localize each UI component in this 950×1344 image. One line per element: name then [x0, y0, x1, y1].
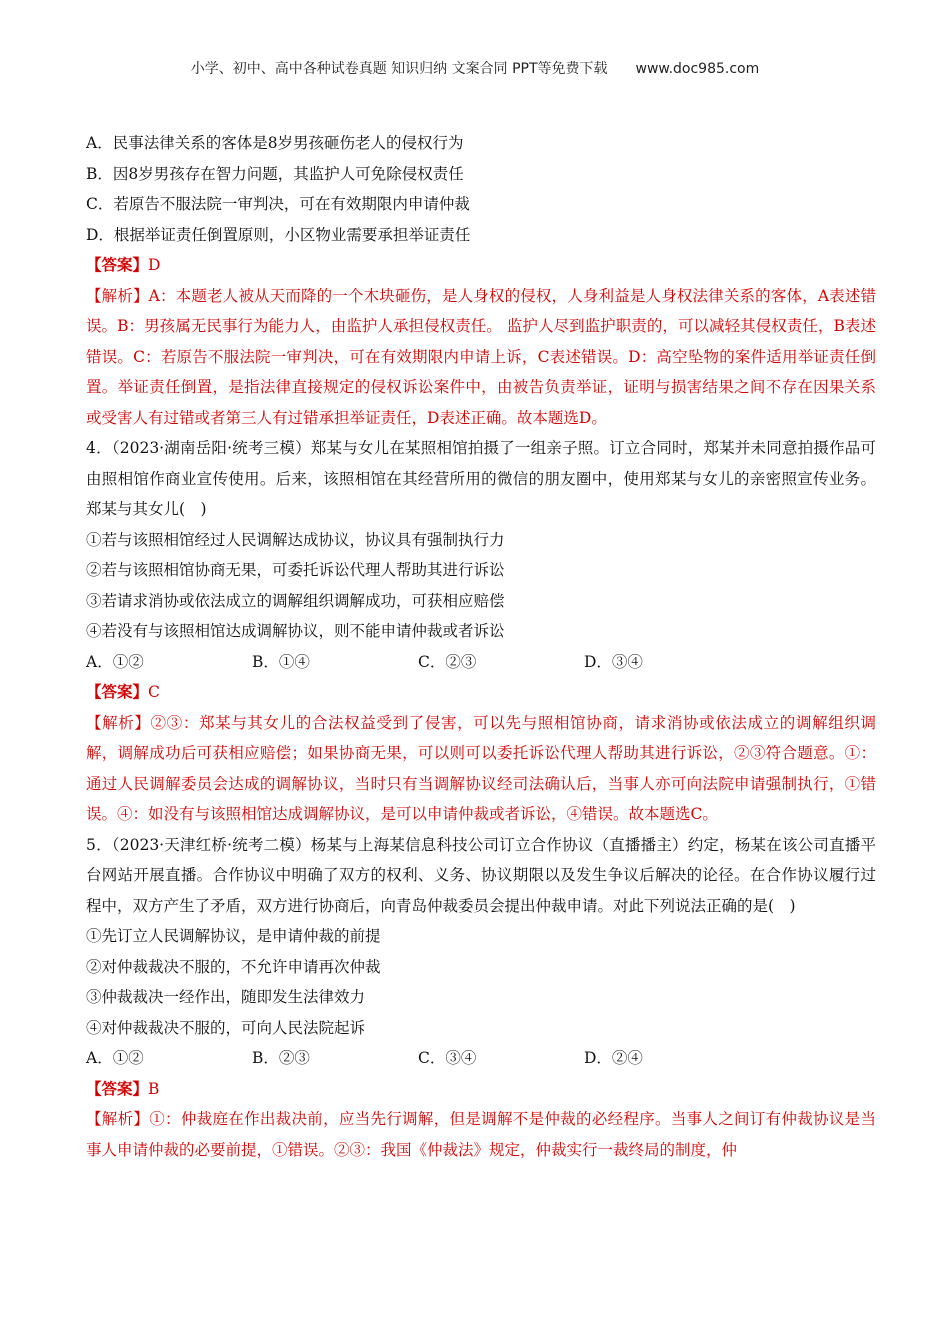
q3-analysis-text: A：本题老人被从天而降的一个木块砸伤，是人身权的侵权，人身利益是人身权法律关系的客体，A表述错误。B：男孩属无民事行为能力人，由监护人承担侵权责任。 监护人尽到监护职责的，可以减轻其侵权责任，B表述错误。C：若原告不服法院一审判决，可在有效期限内申请上诉，C表述错误。D：高空坠物的案件适用举证责任倒置。举证责任倒置，是指法律直接规定的侵权诉讼案件中，由被告负责举证，证明与损害结果之间不存在因果关系或受害人有过错或者第三人有过错承担举证责任，D表述正确。故本题选D。 — [86, 286, 876, 427]
q5-item-1: ①先订立人民调解协议，是申请仲裁的前提 — [86, 927, 381, 945]
q3-answer-value: D — [148, 256, 161, 274]
q5-item-4: ④对仲裁裁决不服的，可向人民法院起诉 — [86, 1018, 366, 1037]
q4-answer — [86, 677, 876, 708]
q3-analysis — [86, 281, 876, 434]
q4-item-2: ②若与该照相馆协商无果，可委托诉讼代理人帮助其进行诉讼 — [86, 561, 505, 579]
q5-item-2: ②对仲裁裁决不服的，不允许申请再次仲裁 — [86, 957, 381, 976]
q5-answer-value: B — [148, 1079, 160, 1098]
header-text: 小学、初中、高中各种试卷真题 知识归纳 文案合同 PPT等免费下载 — [190, 61, 608, 77]
document-body — [86, 128, 876, 1165]
q4-item-3: ③若请求消协或依法成立的调解组织调解成功，可获相应赔偿 — [86, 591, 505, 610]
q3-analysis-label: 【解析】 — [86, 286, 149, 305]
q4-item-4: ④若没有与该照相馆达成调解协议，则不能申请仲裁或者诉讼 — [86, 622, 505, 640]
q5-analysis-text: ①：仲裁庭在作出裁决前，应当先行调解，但是调解不是仲裁的必经程序。当事人之间订有仲裁协议是当事人申请仲裁的必要前提，①错误。②③：我国《仲裁法》规定，仲裁实行一裁终局的制度，仲 — [86, 1110, 876, 1159]
q5-choice-b: B．②③ — [252, 1049, 310, 1067]
q5-answer-label: 【答案】 — [86, 1078, 149, 1098]
q3-option-d: D．根据举证责任倒置原则，小区物业需要承担举证责任 — [86, 225, 471, 244]
q5-choice-d: D．②④ — [584, 1049, 643, 1067]
q5-choice-c: C．③④ — [418, 1049, 477, 1067]
q4-choice-a: A．①② — [86, 652, 144, 671]
q5-choice-a: A．①② — [86, 1049, 144, 1067]
q4-stem: 4．（2023·湖南岳阳·统考三模）郑某与女儿在某照相馆拍摄了一组亲子照。订立合同时，郑某并未同意拍摄作品可由照相馆作商业宣传使用。后来，该照相馆在其经营所用的微信的朋友圈中，使用郑某与女儿的亲密照宣传业务。郑某与其女儿( ) — [86, 439, 876, 518]
q3-option-b: B．因8岁男孩存在智力问题，其监护人可免除侵权责任 — [86, 164, 464, 183]
q5-analysis — [86, 1104, 876, 1165]
q4-choice-b: B．①④ — [252, 652, 310, 671]
page-header — [0, 58, 950, 78]
q3-answer — [86, 250, 876, 281]
q4-choices — [86, 647, 876, 678]
q4-analysis-text: ②③：郑某与其女儿的合法权益受到了侵害，可以先与照相馆协商，请求消协或依法成立的调解组织调解，调解成功后可获相应赔偿；如果协商无果，可以则可以委托诉讼代理人帮助其进行诉讼，②③符合题意。①：通过人民调解委员会达成的调解协议，当时只有当调解协议经司法确认后，当事人亦可向法院申请强制执行，①错误。④：如没有与该照相馆达成调解协议，是可以申请仲裁或者诉讼，④错误。故本题选C。 — [86, 713, 876, 823]
q4-answer-label: 【答案】 — [86, 682, 149, 701]
q3-option-a: A．民事法律关系的客体是8岁男孩砸伤老人的侵权行为 — [86, 134, 464, 152]
q4-answer-value: C — [148, 683, 160, 701]
q4-choice-c: C．②③ — [418, 652, 477, 671]
q3-option-c: C．若原告不服法院一审判决，可在有效期限内申请仲裁 — [86, 195, 470, 213]
q3-answer-label: 【答案】 — [86, 255, 149, 274]
q4-choice-d: D．③④ — [584, 652, 643, 671]
header-url[interactable]: www.doc985.com — [635, 61, 760, 77]
q4-analysis — [86, 708, 876, 830]
q4-item-1: ①若与该照相馆经过人民调解达成协议，协议具有强制执行力 — [86, 530, 505, 549]
q5-analysis-label: 【解析】 — [86, 1110, 150, 1128]
q5-answer — [86, 1074, 876, 1105]
q5-item-3: ③仲裁裁决一经作出，随即发生法律效力 — [86, 988, 366, 1006]
q5-stem: 5．（2023·天津红桥·统考二模）杨某与上海某信息科技公司订立合作协议（直播播主）约定，杨某在该公司直播平台网站开展直播。合作协议中明确了双方的权利、义务、协议期限以及发生争议后解决的论径。在合作协议履行过程中，双方产生了矛盾，双方进行协商后，向青岛仲裁委员会提出仲裁申请。对此下列说法正确的是( ) — [86, 835, 876, 915]
q4-analysis-label: 【解析】 — [86, 713, 151, 732]
q5-choices — [86, 1043, 876, 1074]
